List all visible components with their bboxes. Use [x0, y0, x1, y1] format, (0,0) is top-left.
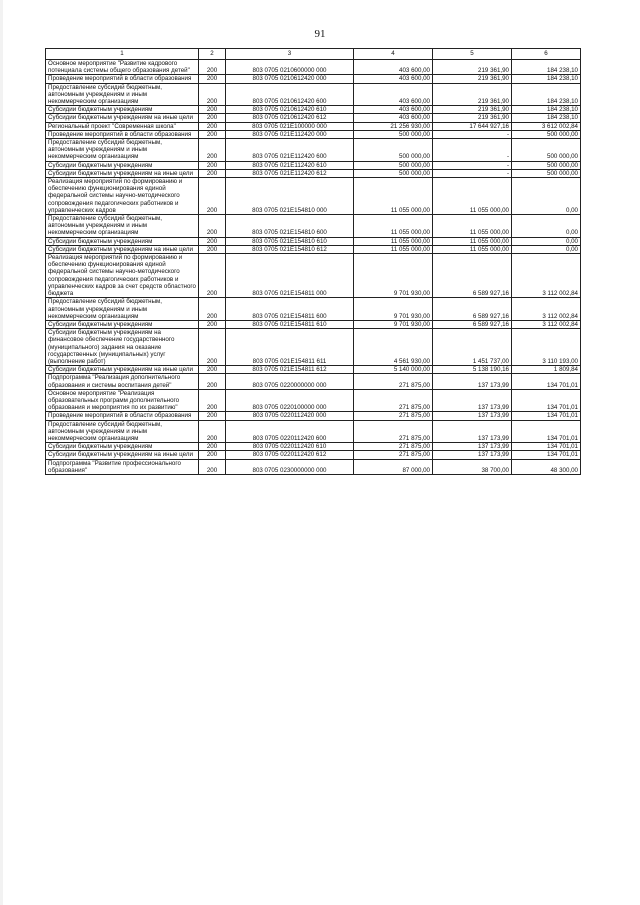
- table-row: [46, 169, 581, 177]
- row-col2-cell: 200: [199, 169, 226, 177]
- row-value5-cell: 219 361,90: [433, 83, 512, 106]
- row-col2-cell: 200: [199, 443, 226, 451]
- table-row: [46, 459, 581, 474]
- row-value4-cell: 11 055 000,00: [354, 237, 433, 245]
- row-col2-cell: 200: [199, 106, 226, 114]
- table-row: [46, 130, 581, 138]
- row-value6-cell: 0,00: [512, 178, 581, 215]
- row-code-cell: 803 0705 021E154810 000: [226, 178, 354, 215]
- row-code-cell: 803 0705 021E154811 000: [226, 254, 354, 298]
- row-code-cell: 803 0705 021E112420 610: [226, 161, 354, 169]
- row-value6-cell: 500 000,00: [512, 169, 581, 177]
- row-name-cell: Предоставление субсидий бюджетным, автономным учреждениям и иным некоммерческим организациям: [46, 298, 199, 321]
- row-value6-cell: 134 701,01: [512, 389, 581, 412]
- row-code-cell: 803 0705 021E154810 600: [226, 215, 354, 238]
- row-value5-cell: 11 055 000,00: [433, 215, 512, 238]
- row-value5-cell: 219 361,90: [433, 75, 512, 83]
- row-name-cell: Субсидии бюджетным учреждениям на иные цели: [46, 366, 199, 374]
- row-value5-cell: 1 451 737,00: [433, 329, 512, 366]
- row-value6-cell: 3 110 193,00: [512, 329, 581, 366]
- row-code-cell: 803 0705 021E154811 612: [226, 366, 354, 374]
- row-value6-cell: 184 238,10: [512, 60, 581, 75]
- row-name-cell: Субсидии бюджетным учреждениям: [46, 161, 199, 169]
- row-value6-cell: 134 701,01: [512, 443, 581, 451]
- row-value5-cell: 137 173,99: [433, 389, 512, 412]
- table-row: [46, 83, 581, 106]
- row-code-cell: 803 0705 0220000000 000: [226, 374, 354, 389]
- row-code-cell: 803 0705 0210600000 000: [226, 60, 354, 75]
- table-row: [46, 122, 581, 130]
- row-name-cell: Предоставление субсидий бюджетным, автономным учреждениям и иным некоммерческим организациям: [46, 83, 199, 106]
- row-value5-cell: 17 644 927,16: [433, 122, 512, 130]
- row-col2-cell: 200: [199, 366, 226, 374]
- row-value4-cell: 11 055 000,00: [354, 245, 433, 253]
- row-col2-cell: 200: [199, 320, 226, 328]
- row-col2-cell: 200: [199, 298, 226, 321]
- row-col2-cell: 200: [199, 237, 226, 245]
- table-row: [46, 237, 581, 245]
- row-value4-cell: 500 000,00: [354, 161, 433, 169]
- column-header-5: 5: [433, 49, 512, 60]
- row-code-cell: 803 0705 0210612420 612: [226, 114, 354, 122]
- row-col2-cell: 200: [199, 161, 226, 169]
- row-value4-cell: 271 875,00: [354, 443, 433, 451]
- row-name-cell: Проведение мероприятий в области образования: [46, 130, 199, 138]
- row-col2-cell: 200: [199, 83, 226, 106]
- row-col2-cell: 200: [199, 215, 226, 238]
- row-value4-cell: 403 600,00: [354, 106, 433, 114]
- row-value6-cell: 3 612 002,84: [512, 122, 581, 130]
- row-col2-cell: 200: [199, 254, 226, 298]
- row-col2-cell: 200: [199, 451, 226, 459]
- row-value4-cell: 500 000,00: [354, 169, 433, 177]
- table-body: [46, 60, 581, 475]
- row-value6-cell: 134 701,01: [512, 412, 581, 420]
- table-row: [46, 254, 581, 298]
- table-row: [46, 389, 581, 412]
- row-code-cell: 803 0705 021E112420 612: [226, 169, 354, 177]
- row-code-cell: 803 0705 0220112420 000: [226, 412, 354, 420]
- table-row: [46, 320, 581, 328]
- row-code-cell: 803 0705 021E154810 610: [226, 237, 354, 245]
- table-row: [46, 329, 581, 366]
- row-value5-cell: -: [433, 130, 512, 138]
- row-code-cell: 803 0705 0210612420 600: [226, 83, 354, 106]
- column-header-3: 3: [226, 49, 354, 60]
- row-value4-cell: 11 055 000,00: [354, 215, 433, 238]
- table-header-row: [46, 49, 581, 60]
- row-name-cell: Подпрограмма "Реализация дополнительного образования и системы воспитания детей": [46, 374, 199, 389]
- row-value5-cell: 11 055 000,00: [433, 237, 512, 245]
- row-value4-cell: 271 875,00: [354, 451, 433, 459]
- row-name-cell: Предоставление субсидий бюджетным, автономным учреждениям и иным некоммерческим организациям: [46, 139, 199, 162]
- table-row: [46, 106, 581, 114]
- row-value6-cell: 134 701,01: [512, 420, 581, 443]
- column-header-4: 4: [354, 49, 433, 60]
- row-name-cell: Основное мероприятие "Развитие кадрового потенциала системы общего образования детей": [46, 60, 199, 75]
- row-name-cell: Субсидии бюджетным учреждениям на иные цели: [46, 114, 199, 122]
- row-code-cell: 803 0705 021E100000 000: [226, 122, 354, 130]
- row-code-cell: 803 0705 0220112420 612: [226, 451, 354, 459]
- row-name-cell: Реализация мероприятий по формированию и обеспечению функционирования единой федеральной системы научно-методического сопровождения педагогических работников и управленческих кадров за счет средств областного бюджета: [46, 254, 199, 298]
- row-value6-cell: 184 238,10: [512, 83, 581, 106]
- row-code-cell: 803 0705 0220100000 000: [226, 389, 354, 412]
- row-value4-cell: 271 875,00: [354, 412, 433, 420]
- row-value5-cell: 219 361,90: [433, 60, 512, 75]
- table-row: [46, 412, 581, 420]
- table-row: [46, 215, 581, 238]
- row-col2-cell: 200: [199, 178, 226, 215]
- row-code-cell: 803 0705 0210612420 610: [226, 106, 354, 114]
- row-value4-cell: 271 875,00: [354, 420, 433, 443]
- table-row: [46, 139, 581, 162]
- row-code-cell: 803 0705 021E112420 000: [226, 130, 354, 138]
- row-name-cell: Субсидии бюджетным учреждениям: [46, 443, 199, 451]
- table-row: [46, 178, 581, 215]
- row-col2-cell: 200: [199, 245, 226, 253]
- row-value5-cell: 137 173,99: [433, 412, 512, 420]
- row-value5-cell: 6 589 927,16: [433, 320, 512, 328]
- row-value5-cell: 5 138 190,16: [433, 366, 512, 374]
- table-row: [46, 420, 581, 443]
- row-name-cell: Субсидии бюджетным учреждениям: [46, 106, 199, 114]
- row-value6-cell: 500 000,00: [512, 139, 581, 162]
- row-code-cell: 803 0705 021E154811 610: [226, 320, 354, 328]
- row-value6-cell: 500 000,00: [512, 130, 581, 138]
- row-value4-cell: 271 875,00: [354, 374, 433, 389]
- row-value5-cell: -: [433, 169, 512, 177]
- table-row: [46, 245, 581, 253]
- row-value4-cell: 271 875,00: [354, 389, 433, 412]
- row-name-cell: Проведение мероприятий в области образования: [46, 75, 199, 83]
- row-value5-cell: 137 173,99: [433, 451, 512, 459]
- row-name-cell: Предоставление субсидий бюджетным, автономным учреждениям и иным некоммерческим организациям: [46, 420, 199, 443]
- row-value5-cell: 38 700,00: [433, 459, 512, 474]
- row-name-cell: Субсидии бюджетным учреждениям: [46, 320, 199, 328]
- row-value6-cell: 184 238,10: [512, 106, 581, 114]
- row-value5-cell: 11 055 000,00: [433, 178, 512, 215]
- table-row: [46, 451, 581, 459]
- row-value4-cell: 403 600,00: [354, 83, 433, 106]
- row-name-cell: Субсидии бюджетным учреждениям на финансовое обеспечение государственного (муниципального) задания на оказание государственных (муниципальных) услуг (выполнение работ): [46, 329, 199, 366]
- row-value4-cell: 403 600,00: [354, 60, 433, 75]
- row-value6-cell: 3 112 002,84: [512, 254, 581, 298]
- row-code-cell: 803 0705 021E154811 611: [226, 329, 354, 366]
- row-code-cell: 803 0705 0220112420 600: [226, 420, 354, 443]
- row-col2-cell: 200: [199, 60, 226, 75]
- row-code-cell: 803 0705 021E112420 600: [226, 139, 354, 162]
- row-col2-cell: 200: [199, 75, 226, 83]
- row-value5-cell: 6 589 927,16: [433, 298, 512, 321]
- row-value6-cell: 3 112 002,84: [512, 298, 581, 321]
- row-value4-cell: 403 600,00: [354, 114, 433, 122]
- budget-table-container: [45, 48, 580, 475]
- row-name-cell: Подпрограмма "Развитие профессионального образования": [46, 459, 199, 474]
- table-row: [46, 374, 581, 389]
- row-col2-cell: 200: [199, 420, 226, 443]
- row-col2-cell: 200: [199, 130, 226, 138]
- row-value4-cell: 21 256 930,00: [354, 122, 433, 130]
- row-code-cell: 803 0705 0210612420 000: [226, 75, 354, 83]
- table-row: [46, 60, 581, 75]
- row-value4-cell: 9 701 930,00: [354, 320, 433, 328]
- row-value6-cell: 0,00: [512, 215, 581, 238]
- page-edge: [0, 0, 3, 905]
- row-col2-cell: 200: [199, 139, 226, 162]
- row-code-cell: 803 0705 0220112420 610: [226, 443, 354, 451]
- row-value6-cell: 184 238,10: [512, 114, 581, 122]
- row-value4-cell: 500 000,00: [354, 139, 433, 162]
- row-value4-cell: 4 561 930,00: [354, 329, 433, 366]
- row-value6-cell: 184 238,10: [512, 75, 581, 83]
- row-value4-cell: 5 140 000,00: [354, 366, 433, 374]
- row-col2-cell: 200: [199, 459, 226, 474]
- row-value4-cell: 500 000,00: [354, 130, 433, 138]
- table-row: [46, 366, 581, 374]
- row-value5-cell: 219 361,90: [433, 106, 512, 114]
- row-value5-cell: 137 173,99: [433, 374, 512, 389]
- table-row: [46, 443, 581, 451]
- row-col2-cell: 200: [199, 122, 226, 130]
- row-name-cell: Проведение мероприятий в области образования: [46, 412, 199, 420]
- row-name-cell: Субсидии бюджетным учреждениям на иные цели: [46, 451, 199, 459]
- row-value6-cell: 1 809,84: [512, 366, 581, 374]
- row-value6-cell: 500 000,00: [512, 161, 581, 169]
- row-value4-cell: 11 055 000,00: [354, 178, 433, 215]
- column-header-1: 1: [46, 49, 199, 60]
- row-value6-cell: 134 701,01: [512, 374, 581, 389]
- row-name-cell: Предоставление субсидий бюджетным, автономным учреждениям и иным некоммерческим организациям: [46, 215, 199, 238]
- row-value4-cell: 9 701 930,00: [354, 254, 433, 298]
- row-code-cell: 803 0705 0230000000 000: [226, 459, 354, 474]
- row-value5-cell: 6 589 927,16: [433, 254, 512, 298]
- table-row: [46, 298, 581, 321]
- row-value6-cell: 48 300,00: [512, 459, 581, 474]
- row-value6-cell: 3 112 002,84: [512, 320, 581, 328]
- row-name-cell: Субсидии бюджетным учреждениям на иные цели: [46, 245, 199, 253]
- row-value5-cell: 219 361,90: [433, 114, 512, 122]
- row-value5-cell: 137 173,99: [433, 443, 512, 451]
- row-value5-cell: 137 173,99: [433, 420, 512, 443]
- budget-table: [45, 48, 581, 475]
- row-value4-cell: 87 000,00: [354, 459, 433, 474]
- row-code-cell: 803 0705 021E154811 600: [226, 298, 354, 321]
- table-row: [46, 114, 581, 122]
- row-code-cell: 803 0705 021E154810 612: [226, 245, 354, 253]
- page-number: 91: [314, 28, 326, 40]
- table-row: [46, 161, 581, 169]
- row-col2-cell: 200: [199, 389, 226, 412]
- row-value4-cell: 403 600,00: [354, 75, 433, 83]
- table-row: [46, 75, 581, 83]
- row-col2-cell: 200: [199, 329, 226, 366]
- row-value5-cell: -: [433, 139, 512, 162]
- row-name-cell: Субсидии бюджетным учреждениям: [46, 237, 199, 245]
- row-value5-cell: -: [433, 161, 512, 169]
- row-name-cell: Региональный проект "Современная школа": [46, 122, 199, 130]
- row-value6-cell: 0,00: [512, 237, 581, 245]
- row-value6-cell: 134 701,01: [512, 451, 581, 459]
- column-header-2: 2: [199, 49, 226, 60]
- row-name-cell: Основное мероприятие "Реализация образовательных программ дополнительного образования и мероприятия по их развитию": [46, 389, 199, 412]
- row-value4-cell: 9 701 930,00: [354, 298, 433, 321]
- row-value6-cell: 0,00: [512, 245, 581, 253]
- row-name-cell: Субсидии бюджетным учреждениям на иные цели: [46, 169, 199, 177]
- row-col2-cell: 200: [199, 374, 226, 389]
- row-name-cell: Реализация мероприятий по формированию и обеспечению функционирования единой федеральной системы научно-методического сопровождения педагогических работников и управленческих кадров: [46, 178, 199, 215]
- row-value5-cell: 11 055 000,00: [433, 245, 512, 253]
- row-col2-cell: 200: [199, 114, 226, 122]
- column-header-6: 6: [512, 49, 581, 60]
- row-col2-cell: 200: [199, 412, 226, 420]
